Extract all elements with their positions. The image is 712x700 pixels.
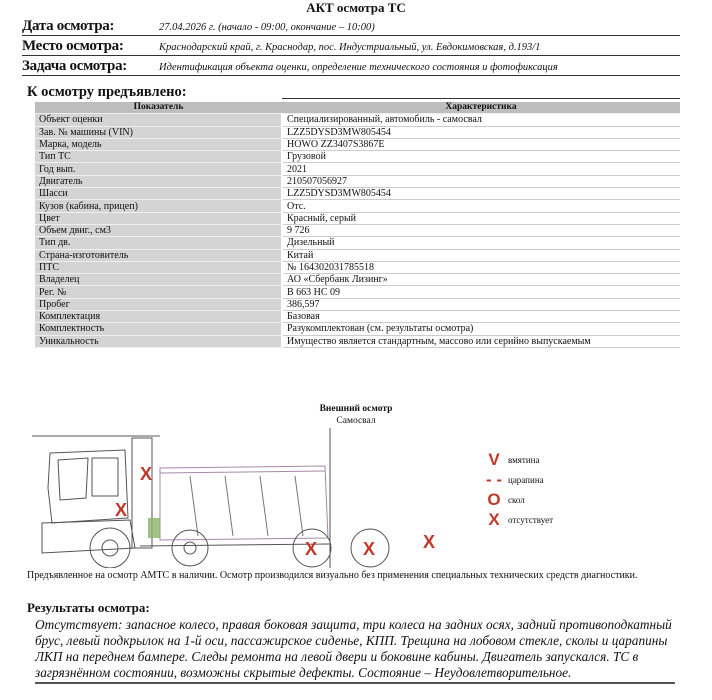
- row-parameter: ПТС: [35, 261, 282, 273]
- legend-label: скол: [508, 495, 525, 505]
- missing-marker: X: [305, 539, 318, 559]
- divider: [282, 98, 680, 99]
- table-row: [35, 114, 680, 126]
- row-parameter: Рег. №: [35, 286, 282, 298]
- legend-item: [480, 450, 553, 470]
- legend-label: отсутствует: [508, 515, 554, 525]
- column-header: Показатель: [35, 102, 282, 114]
- table-row: [35, 200, 680, 212]
- vehicle-table: [35, 102, 680, 348]
- header-row-date: [22, 17, 680, 36]
- row-value: В 663 НС 09: [282, 286, 680, 298]
- row-parameter: Кузов (кабина, прицеп): [35, 200, 282, 212]
- row-parameter: Двигатель: [35, 175, 282, 187]
- task-value: Идентификация объекта оценки, определение технического состояния и фотофиксация: [159, 62, 558, 73]
- row-parameter: Тип дв.: [35, 237, 282, 249]
- missing-marker: X: [140, 464, 153, 484]
- damage-symbol-icon: V: [488, 450, 500, 469]
- row-parameter: Зав. № машины (VIN): [35, 126, 282, 138]
- missing-marker: X: [115, 500, 128, 520]
- place-label: Место осмотра:: [22, 38, 124, 54]
- table-row: [35, 138, 680, 150]
- row-parameter: Цвет: [35, 212, 282, 224]
- row-value: № 164302031785518: [282, 261, 680, 273]
- table-row: [35, 237, 680, 249]
- table-row: [35, 274, 680, 286]
- row-parameter: Тип ТС: [35, 151, 282, 163]
- row-parameter: Шасси: [35, 188, 282, 200]
- legend-item: [480, 510, 553, 530]
- row-parameter: Владелец: [35, 274, 282, 286]
- exterior-subtitle: Самосвал: [336, 416, 376, 426]
- date-label: Дата осмотра:: [22, 18, 115, 34]
- section-title: К осмотру предъявлено:: [27, 84, 187, 100]
- table-row: [35, 151, 680, 163]
- row-value: LZZ5DYSD3MW805454: [282, 188, 680, 200]
- row-value: Разукомплектован (см. результаты осмотра): [282, 323, 680, 335]
- place-value: Краснодарский край, г. Краснодар, пос. Индустриальный, ул. Евдокимовская, д.193/1: [159, 42, 541, 53]
- table-row: [35, 335, 680, 347]
- table-row: [35, 323, 680, 335]
- truck-diagram: [30, 428, 450, 568]
- damage-symbol-icon: - -: [485, 470, 503, 489]
- legend-item: [480, 490, 553, 510]
- inspection-note: Предъявленное на осмотр АМТС в наличии. Осмотр производился визуально без применения специальных технических средств диагностики.: [27, 570, 638, 581]
- row-parameter: Объем двиг., см3: [35, 224, 282, 236]
- column-header: Характеристика: [282, 102, 680, 114]
- results-text: Отсутствует: запасное колесо, правая боковая защита, три колеса на задних осях, задний противоподкатный брус, левый подкрылок на 1-й оси, пассажирское сиденье, КПП. Трещина на лобовом стекле, сколы и царапины ЛКП на переднем бампере. Следы ремонта на левой двери и боковине кабины. Двигатель запускался. ТС в загрязнённом состоянии, возможны скрытые дефекты. Состояние – Неудовлетворительное.: [35, 617, 675, 684]
- row-value: Дизельный: [282, 237, 680, 249]
- row-parameter: Страна-изготовитель: [35, 249, 282, 261]
- table-row: [35, 163, 680, 175]
- row-parameter: Марка, модель: [35, 138, 282, 150]
- row-value: Специализированный, автомобиль - самосвал: [282, 114, 680, 126]
- table-row: [35, 126, 680, 138]
- row-value: Отс.: [282, 200, 680, 212]
- document-title: АКТ осмотра ТС: [306, 0, 406, 15]
- row-parameter: Объект оценки: [35, 114, 282, 126]
- table-row: [35, 188, 680, 200]
- task-label: Задача осмотра:: [22, 58, 127, 74]
- row-parameter: Пробег: [35, 298, 282, 310]
- exterior-heading: [0, 403, 712, 427]
- row-value: HOWO ZZ3407S3867E: [282, 138, 680, 150]
- row-value: 210507056927: [282, 175, 680, 187]
- row-value: Базовая: [282, 311, 680, 323]
- table-row: [35, 261, 680, 273]
- results-title: Результаты осмотра:: [27, 600, 150, 615]
- table-row: [35, 212, 680, 224]
- table-row: [35, 249, 680, 261]
- table-row: [35, 311, 680, 323]
- table-row: [35, 175, 680, 187]
- date-value: 27.04.2026 г. (начало - 09:00, окончание – 10:00): [159, 22, 375, 33]
- row-value: 9 726: [282, 224, 680, 236]
- missing-marker: X: [363, 539, 376, 559]
- damage-symbol-icon: X: [488, 510, 500, 529]
- missing-marker: X: [423, 532, 436, 552]
- row-parameter: Уникальность: [35, 335, 282, 347]
- row-value: Имущество является стандартным, массово или серийно выпускаемым: [282, 335, 680, 347]
- row-value: Грузовой: [282, 151, 680, 163]
- legend-label: царапина: [508, 475, 544, 485]
- row-value: 386,597: [282, 298, 680, 310]
- row-parameter: Комплектность: [35, 323, 282, 335]
- damage-legend: [480, 450, 553, 530]
- row-value: АО «Сбербанк Лизинг»: [282, 274, 680, 286]
- exterior-title: Внешний осмотр: [319, 404, 393, 414]
- table-row: [35, 286, 680, 298]
- row-value: 2021: [282, 163, 680, 175]
- row-value: Красный, серый: [282, 212, 680, 224]
- damage-symbol-icon: O: [487, 490, 501, 509]
- table-row: [35, 298, 680, 310]
- row-parameter: Комплектация: [35, 311, 282, 323]
- legend-label: вмятина: [508, 455, 540, 465]
- row-parameter: Год вып.: [35, 163, 282, 175]
- row-value: LZZ5DYSD3MW805454: [282, 126, 680, 138]
- legend-item: [480, 470, 553, 490]
- header-row-task: [22, 57, 680, 76]
- header-row-place: [22, 37, 680, 56]
- table-row: [35, 224, 680, 236]
- row-value: Китай: [282, 249, 680, 261]
